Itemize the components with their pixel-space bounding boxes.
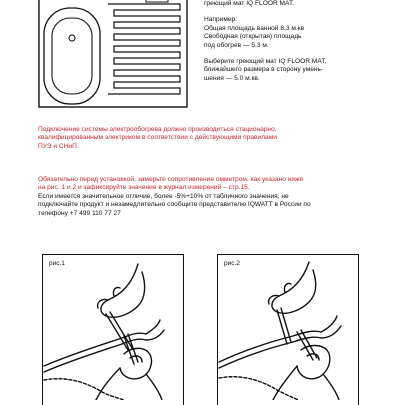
figure-2: [217, 254, 359, 400]
info-line: Если имеется значительное отличие, более -5%+10% от табличного значения, не: [38, 192, 289, 200]
example-line: под обогрев — 5.3 м.: [204, 41, 269, 49]
figure-1: [42, 254, 184, 400]
intro-tail: греющий мат IQ FLOOR MAT.: [204, 0, 295, 7]
notice-line: Подключение системы электрообогрева должно производиться стационарно,: [38, 126, 277, 133]
notice-line: ПУЭ и СНиП.: [38, 142, 79, 150]
multimeter-probes-illustration: [42, 254, 184, 400]
figure-caption: рис.1: [49, 260, 65, 267]
figure-caption: рис.2: [224, 260, 240, 267]
choice-line: шения — 5.0 м.кв.: [204, 74, 260, 82]
floor-plan-illustration: [38, 0, 188, 108]
choice-line: Выберите греющий мат IQ FLOOR MAT,: [204, 58, 327, 66]
notice-line: квалифицированным электриком в соответствии с действующими правилами: [38, 134, 277, 142]
example-heading: Например:: [204, 16, 238, 24]
choice-line: ближайшего размера в сторону умень-: [204, 66, 324, 74]
warning-line: Обязательно перед установкой, замерьте сопротивление омметром, как указано ниже: [38, 176, 304, 183]
info-line: телефону +7 499 110 77 27: [38, 209, 121, 217]
measurement-notice: [38, 176, 368, 218]
example-line: Общая площадь ванной 8.3 м.кв: [204, 24, 305, 32]
bathtub-icon: [44, 8, 100, 104]
example-calculation: [204, 0, 374, 91]
multimeter-probes-illustration: [217, 254, 359, 400]
example-line: Свободная (открытая) площадь: [204, 33, 302, 41]
connection-notice: [38, 126, 368, 151]
warning-line: на рис. 1 и 2 и зафиксируйте значение в журнал измерений – стр.15.: [38, 184, 250, 192]
info-line: подключайте продукт и незамедлительно сообщите представителю IQWATT в России по: [38, 201, 311, 209]
heating-mat-serpentine: [108, 4, 180, 94]
